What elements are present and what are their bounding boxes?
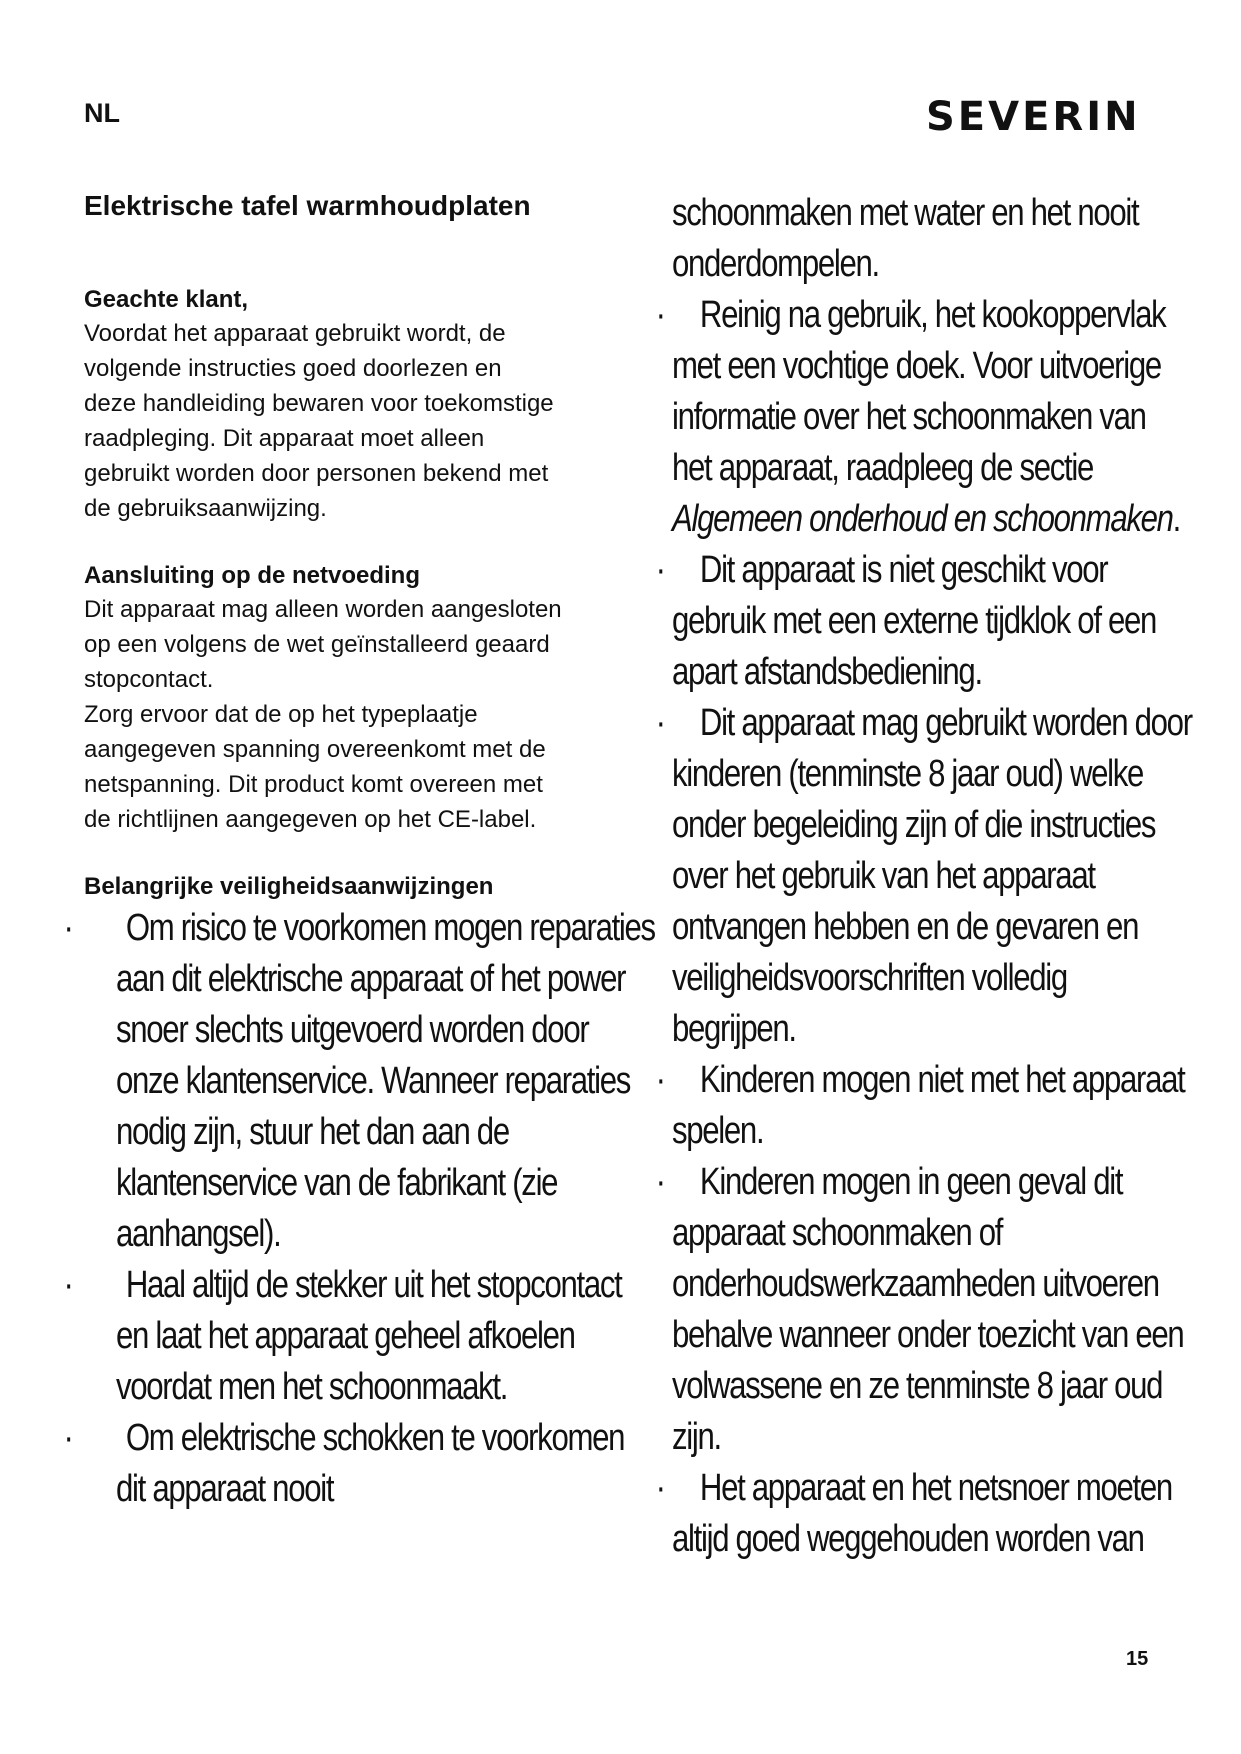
intro-line: raadpleging. Dit apparaat moet alleen — [84, 425, 485, 452]
safety-item: · Haal altijd de stekker uit het stopcontact en laat het apparaat geheel afkoelen voordat men het schoonmaakt. — [116, 1260, 656, 1413]
bullet-icon: · — [63, 907, 73, 949]
connection-line: Dit apparaat mag alleen worden aangesloten — [84, 596, 562, 623]
safety-item-continued: schoonmaken met water en het nooit onderdompelen. — [672, 192, 1139, 285]
bullet-icon: · — [655, 1059, 665, 1101]
bullet-icon: · — [655, 702, 665, 744]
page-number: 15 — [1126, 1648, 1149, 1670]
connection-line: op een volgens de wet geïnstalleerd geaard — [84, 631, 550, 658]
document-title: Elektrische tafel warmhoudplaten — [84, 190, 531, 221]
connection-line: aangegeven spanning overeenkomt met de — [84, 736, 546, 763]
connection-line: netspanning. Dit product komt overeen met — [84, 771, 543, 798]
language-code: NL — [84, 98, 120, 128]
safety-item: · Om risico te voorkomen mogen reparaties aan dit elektrische apparaat of het power snoer slechts uitgevoerd worden door onze klantenservice. Wanneer reparaties nodig zijn, stuur het dan aan de klantenservice van de fabrikant (zie aanhangsel). — [116, 903, 656, 1260]
intro-text — [84, 316, 624, 526]
safety-list-left — [63, 903, 656, 1515]
safety-item: · Kinderen mogen in geen geval dit apparaat schoonmaken of onderhoudswerkzaamheden uitvoeren behalve wanneer onder toezicht van een volwassene en ze tenminste 8 jaar oud zijn. — [672, 1157, 1192, 1463]
connection-line: Zorg ervoor dat de op het typeplaatje — [84, 701, 478, 728]
section-reference: Algemeen onderhoud en schoonmaken — [672, 498, 1173, 540]
bullet-icon: · — [63, 1264, 73, 1306]
connection-text — [84, 592, 624, 837]
brand-logo: SEVERIN — [926, 94, 1141, 140]
bullet-icon: · — [655, 549, 665, 591]
safety-item: · Reinig na gebruik, het kookoppervlak met een vochtige doek. Voor uitvoerige informatie over het schoonmaken van het apparaat, raadpleeg de sectie Algemeen onderhoud en schoonmaken. — [672, 290, 1192, 545]
connection-line: stopcontact. — [84, 666, 214, 693]
connection-line: de richtlijnen aangegeven op het CE-label. — [84, 806, 537, 833]
intro-line: volgende instructies goed doorlezen en — [84, 355, 502, 382]
bullet-icon: · — [655, 294, 665, 336]
safety-item: · Dit apparaat is niet geschikt voor gebruik met een externe tijdklok of een apart afstandsbediening. — [672, 545, 1192, 698]
bullet-icon: · — [63, 1417, 73, 1459]
safety-item: · Het apparaat en het netsnoer moeten altijd goed weggehouden worden van — [672, 1463, 1192, 1565]
right-column — [655, 188, 1192, 1565]
connection-heading: Aansluiting op de netvoeding — [84, 562, 420, 589]
safety-item: · Dit apparaat mag gebruikt worden door kinderen (tenminste 8 jaar oud) welke onder begeleiding zijn of die instructies over het gebruik van het apparaat ontvangen hebben en de gevaren en veiligheidsvoorschriften volledig begrijpen. — [672, 698, 1192, 1055]
safety-item: · Kinderen mogen niet met het apparaat spelen. — [672, 1055, 1192, 1157]
intro-heading: Geachte klant, — [84, 286, 249, 313]
safety-heading: Belangrijke veiligheidsaanwijzingen — [84, 873, 494, 900]
intro-line: gebruikt worden door personen bekend met — [84, 460, 549, 487]
safety-item: · Om elektrische schokken te voorkomen dit apparaat nooit — [116, 1413, 656, 1515]
intro-line: deze handleiding bewaren voor toekomstige — [84, 390, 554, 417]
intro-line: Voordat het apparaat gebruikt wordt, de — [84, 320, 506, 347]
bullet-icon: · — [655, 1161, 665, 1203]
safety-list-right — [655, 188, 1192, 1565]
left-column — [63, 188, 655, 1515]
intro-line: de gebruiksaanwijzing. — [84, 495, 327, 522]
bullet-icon: · — [655, 1467, 665, 1509]
